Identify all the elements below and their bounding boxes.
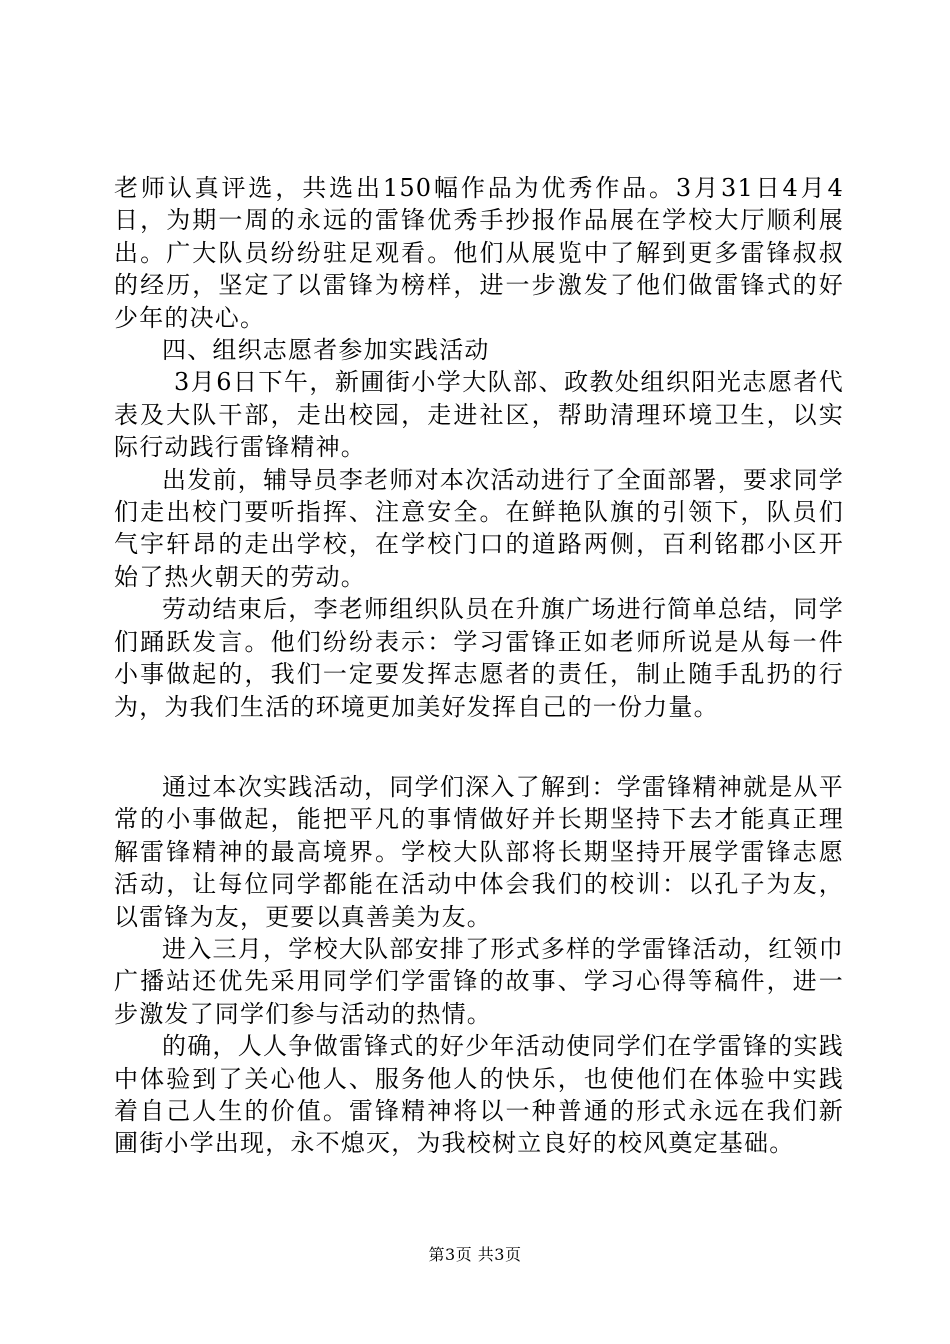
paragraph-spacer: [114, 723, 844, 771]
paragraph-exhibition: 老师认真评选，共选出150幅作品为优秀作品。3月31日4月4日，为期一周的永远的雷锋优秀手抄报作品展在学校大厅顺利展出。广大队员纷纷驻足观看。他们从展览中了解到更多雷锋叔叔的经历，坚定了以雷锋为榜样，进一步激发了他们做雷锋式的好少年的决心。: [114, 174, 844, 332]
section-heading-volunteer-practice: 四、组织志愿者参加实践活动: [162, 336, 490, 365]
document-body: [114, 172, 844, 1160]
paragraph-conclusion: 的确，人人争做雷锋式的好少年活动使同学们在学雷锋的实践中体验到了关心他人、服务他人的快乐，也使他们在体验中实践着自己人生的价值。雷锋精神将以一种普通的形式永远在我们新圃街小学出现，永不熄灭，为我校树立良好的校风奠定基础。: [114, 1032, 844, 1158]
paragraph-after-labor: 劳动结束后，李老师组织队员在升旗广场进行简单总结，同学们踊跃发言。他们纷纷表示：学习雷锋正如老师所说是从每一件小事做起的，我们一定要发挥志愿者的责任，制止随手乱扔的行为，为我们生活的环境更加美好发挥自己的一份力量。: [114, 595, 844, 721]
paragraph-volunteer-event: 3月6日下午，新圃街小学大队部、政教处组织阳光志愿者代表及大队干部，走出校园，走进社区，帮助清理环境卫生，以实际行动践行雷锋精神。: [114, 368, 844, 462]
paragraph-practice-summary: 通过本次实践活动，同学们深入了解到：学雷锋精神就是从平常的小事做起，能把平凡的事情做好并长期坚持下去才能真正理解雷锋精神的最高境界。学校大队部将长期坚持开展学雷锋志愿活动，让每位同学都能在活动中体会我们的校训：以孔子为友，以雷锋为友，更要以真善美为友。: [114, 772, 844, 931]
page-number-footer: 第3页 共3页: [428, 1245, 522, 1264]
paragraph-march-activities: 进入三月，学校大队部安排了形式多样的学雷锋活动，红领巾广播站还优先采用同学们学雷锋的故事、学习心得等稿件，进一步激发了同学们参与活动的热情。: [114, 934, 844, 1028]
paragraph-before-departure: 出发前，辅导员李老师对本次活动进行了全面部署，要求同学们走出校门要听指挥、注意安全。在鲜艳队旗的引领下，队员们气宇轩昂的走出学校，在学校门口的道路两侧，百利铭郡小区开始了热火朝天的劳动。: [114, 465, 844, 591]
